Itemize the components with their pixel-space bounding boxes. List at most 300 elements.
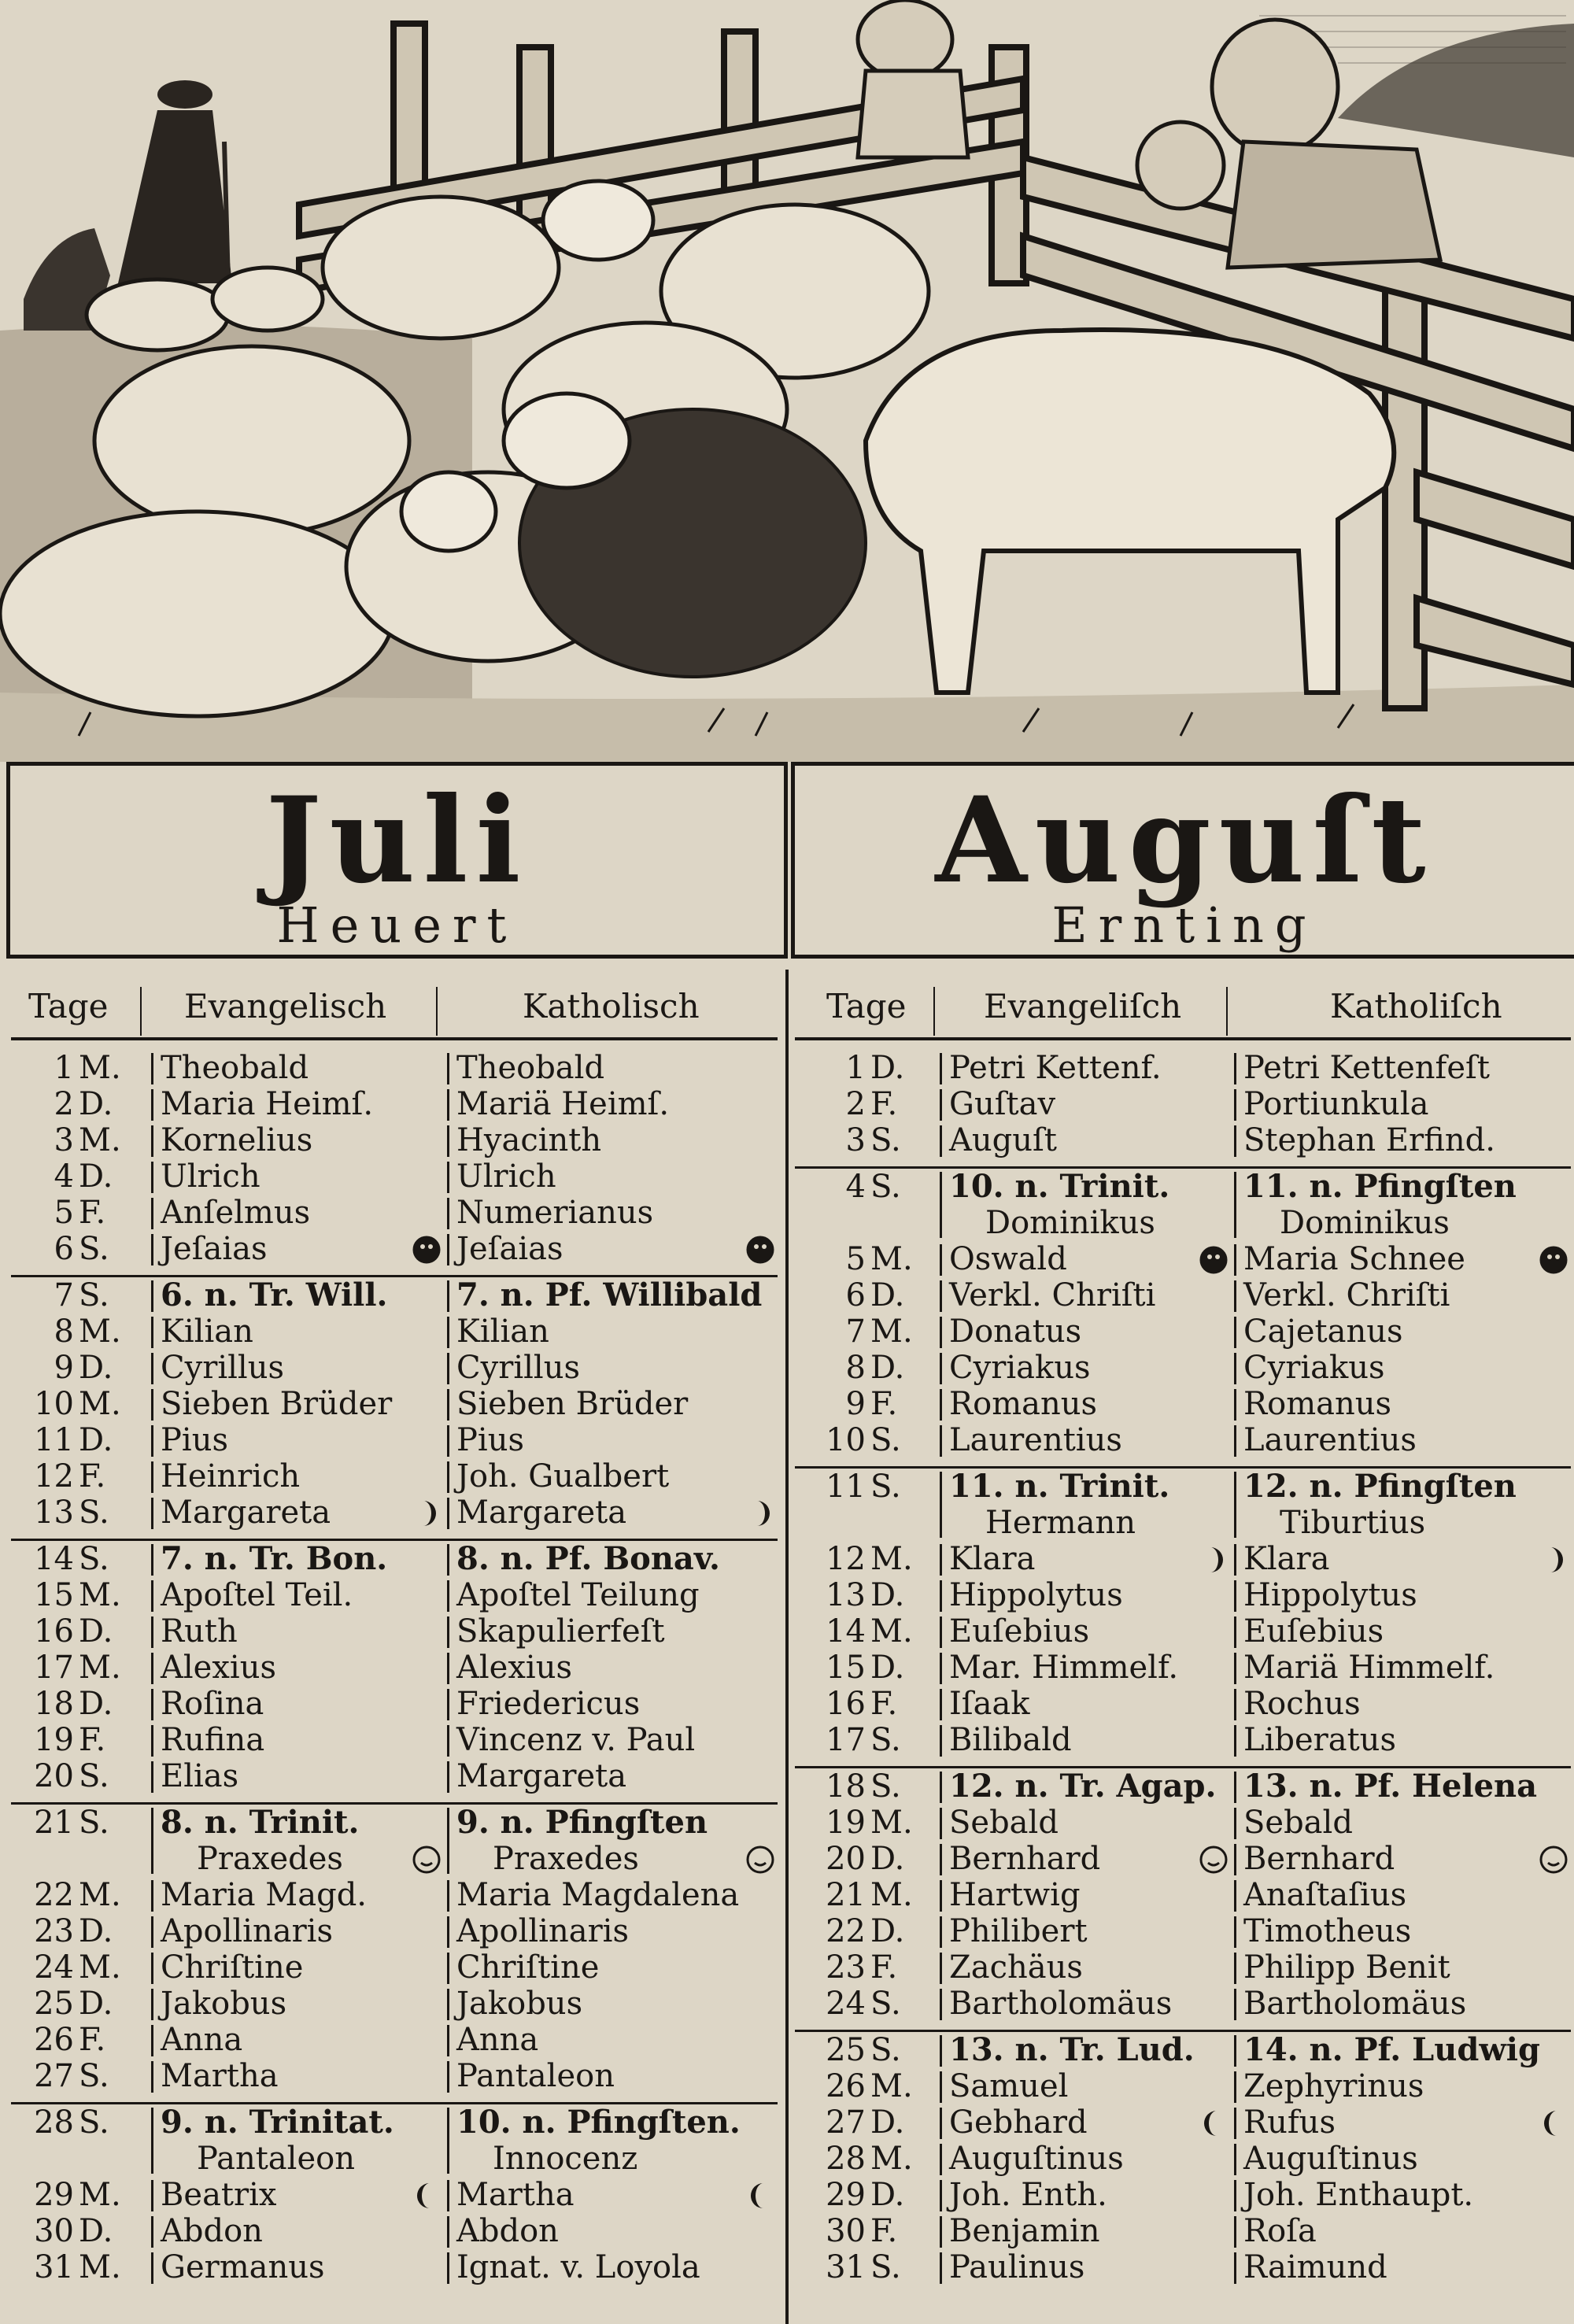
katholisch-name: 10. n. Pfingſten. <box>456 2104 741 2141</box>
first-quarter-moon-icon <box>746 2182 774 2210</box>
evangelisch-name: Auguſt <box>949 1122 1057 1158</box>
weekday: S. <box>870 1122 901 1158</box>
day-number: 21 <box>826 1877 866 1913</box>
evangelisch-name-line2: Dominikus <box>985 1205 1155 1241</box>
august-rows <box>795 1050 1571 2285</box>
table-row <box>795 2177 1571 2213</box>
juli-title: Juli <box>265 771 529 910</box>
day-number: 22 <box>34 1877 74 1913</box>
weekday: M. <box>79 1949 121 1986</box>
evangelisch-name: Heinrich <box>161 1458 301 1495</box>
weekday: M. <box>870 2068 913 2104</box>
table-row <box>795 1650 1571 1686</box>
day-number: 30 <box>826 2213 866 2249</box>
day-number: 27 <box>34 2058 74 2094</box>
table-row <box>795 1877 1571 1913</box>
day-number: 8 <box>54 1313 74 1350</box>
juli-rows <box>11 1050 778 2285</box>
katholisch-name: Cyrillus <box>456 1350 580 1386</box>
day-number: 29 <box>826 2177 866 2213</box>
table-row <box>11 1122 778 1158</box>
weekday: F. <box>870 1086 898 1122</box>
weekday: D. <box>79 1422 113 1458</box>
weekday: D. <box>79 1913 113 1949</box>
table-row <box>795 2213 1571 2249</box>
table-row <box>11 1422 778 1458</box>
evangelisch-name: Verkl. Chriſti <box>949 1277 1156 1313</box>
juli-header-tage: Tage <box>28 987 109 1025</box>
katholisch-name: Ignat. v. Loyola <box>456 2249 700 2285</box>
weekday: D. <box>870 1650 905 1686</box>
day-number: 21 <box>34 1805 74 1841</box>
table-row <box>11 1086 778 1122</box>
day-number: 14 <box>34 1541 74 1577</box>
katholisch-name: Cyriakus <box>1243 1350 1385 1386</box>
table-row <box>795 1613 1571 1650</box>
evangelisch-name: 12. n. Tr. Agap. <box>949 1768 1217 1805</box>
day-number: 19 <box>34 1722 74 1758</box>
weekday: S. <box>79 1277 109 1313</box>
weekday: S. <box>79 1231 109 1267</box>
evangelisch-name: Gebhard <box>949 2104 1088 2141</box>
katholisch-name: Timotheus <box>1243 1913 1412 1949</box>
table-row <box>795 2104 1571 2141</box>
katholisch-name: Joh. Gualbert <box>456 1458 670 1495</box>
evangelisch-name: Paulinus <box>949 2249 1085 2285</box>
day-number: 28 <box>34 2104 74 2141</box>
evangelisch-name: Kornelius <box>161 1122 313 1158</box>
katholisch-name: Laurentius <box>1243 1422 1417 1458</box>
katholisch-name: Romanus <box>1243 1386 1392 1422</box>
table-row <box>11 1913 778 1949</box>
katholisch-name-line2: Innocenz <box>493 2141 638 2177</box>
table-row <box>795 2249 1571 2285</box>
weekday: F. <box>870 1949 898 1986</box>
day-number: 10 <box>826 1422 866 1458</box>
weekday: M. <box>79 1877 121 1913</box>
table-row <box>11 1495 778 1531</box>
day-number: 5 <box>54 1195 74 1231</box>
weekday: S. <box>870 1469 901 1505</box>
juli-header-evangelisch: Evangelisch <box>184 987 387 1025</box>
evangelisch-name: Klara <box>949 1541 1036 1577</box>
evangelisch-name: Anna <box>161 2022 243 2058</box>
day-number: 30 <box>34 2213 74 2249</box>
day-number: 8 <box>845 1350 866 1386</box>
katholisch-name: Portiunkula <box>1243 1086 1429 1122</box>
last-quarter-moon-icon <box>1539 1546 1568 1574</box>
katholisch-name: Jeſaias <box>456 1231 563 1267</box>
katholisch-name: Cajetanus <box>1243 1313 1403 1350</box>
katholisch-name: Pius <box>456 1422 524 1458</box>
evangelisch-name: Chriſtine <box>161 1949 304 1986</box>
august-table <box>795 959 1571 2324</box>
august-header-evangelisch: Evangeliſch <box>984 987 1182 1025</box>
table-row <box>11 1877 778 1913</box>
day-number: 20 <box>34 1758 74 1794</box>
table-row <box>11 1577 778 1613</box>
katholisch-name: Liberatus <box>1243 1722 1396 1758</box>
weekday: S. <box>870 2249 901 2285</box>
day-number: 6 <box>54 1231 74 1267</box>
weekday: D. <box>870 1277 905 1313</box>
table-row <box>11 1758 778 1794</box>
weekday: D. <box>870 1913 905 1949</box>
table-row <box>11 1650 778 1686</box>
day-number: 23 <box>826 1949 866 1986</box>
weekday: S. <box>870 1986 901 2022</box>
katholisch-name: Roſa <box>1243 2213 1317 2249</box>
katholisch-name: Verkl. Chriſti <box>1243 1277 1450 1313</box>
last-quarter-moon-icon <box>412 1499 441 1528</box>
evangelisch-name: Cyrillus <box>161 1350 284 1386</box>
weekday: M. <box>79 1122 121 1158</box>
juli-header-katholisch: Katholisch <box>523 987 700 1025</box>
weekday: S. <box>870 2032 901 2068</box>
table-row <box>795 1122 1571 1158</box>
day-number: 31 <box>826 2249 866 2285</box>
evangelisch-name: Kilian <box>161 1313 253 1350</box>
table-row <box>11 1949 778 1986</box>
table-row <box>11 1458 778 1495</box>
day-number: 7 <box>845 1313 866 1350</box>
day-number: 23 <box>34 1913 74 1949</box>
day-number: 20 <box>826 1841 866 1877</box>
day-number: 15 <box>826 1650 866 1686</box>
weekday: M. <box>79 1050 121 1086</box>
katholisch-name: Mariä Heimſ. <box>456 1086 670 1122</box>
table-row <box>795 1541 1571 1577</box>
weekday: D. <box>79 1350 113 1386</box>
day-number: 26 <box>826 2068 866 2104</box>
table-row <box>11 2177 778 2213</box>
evangelisch-name: Pius <box>161 1422 228 1458</box>
table-row <box>795 1722 1571 1758</box>
table-row <box>11 2249 778 2285</box>
day-number: 12 <box>34 1458 74 1495</box>
evangelisch-name: Anſelmus <box>161 1195 311 1231</box>
weekday: S. <box>79 1495 109 1531</box>
katholisch-name: Stephan Erfind. <box>1243 1122 1495 1158</box>
weekday: D. <box>870 2104 905 2141</box>
katholisch-name-line2: Praxedes <box>493 1841 639 1877</box>
table-row <box>795 1277 1571 1313</box>
day-number: 24 <box>34 1949 74 1986</box>
evangelisch-name: Laurentius <box>949 1422 1122 1458</box>
weekday: D. <box>79 1986 113 2022</box>
evangelisch-name: Oswald <box>949 1241 1067 1277</box>
day-number: 11 <box>826 1469 866 1505</box>
katholisch-name: Apollinaris <box>456 1913 630 1949</box>
katholisch-name: Pantaleon <box>456 2058 615 2094</box>
evangelisch-name: Apoſtel Teil. <box>161 1577 353 1613</box>
table-row <box>11 2022 778 2058</box>
day-number: 16 <box>34 1613 74 1650</box>
last-quarter-moon-icon <box>1199 1546 1228 1574</box>
weekday: M. <box>870 1541 913 1577</box>
center-divider <box>785 970 789 2324</box>
weekday: M. <box>79 1313 121 1350</box>
juli-table <box>11 959 778 2324</box>
day-number: 27 <box>826 2104 866 2141</box>
august-subtitle: Ernting <box>1051 896 1317 954</box>
day-number: 6 <box>845 1277 866 1313</box>
evangelisch-name-line2: Praxedes <box>197 1841 343 1877</box>
evangelisch-name-line2: Pantaleon <box>197 2141 355 2177</box>
weekday: D. <box>870 1350 905 1386</box>
table-row <box>11 1275 778 1313</box>
katholisch-name: Jakobus <box>456 1986 583 2022</box>
weekday: S. <box>870 1768 901 1805</box>
table-row <box>11 1050 778 1086</box>
august-table-header <box>795 973 1571 1040</box>
weekday: M. <box>79 2177 121 2213</box>
day-number: 18 <box>34 1686 74 1722</box>
day-number: 1 <box>845 1050 866 1086</box>
evangelisch-name: 13. n. Tr. Lud. <box>949 2031 1195 2068</box>
weekday: F. <box>79 2022 106 2058</box>
weekday: M. <box>870 1877 913 1913</box>
katholisch-name: Apoſtel Teilung <box>456 1577 700 1613</box>
day-number: 14 <box>826 1613 866 1650</box>
evangelisch-name: Philibert <box>949 1913 1088 1949</box>
katholisch-name: Sebald <box>1243 1805 1353 1841</box>
weekday: F. <box>79 1458 106 1495</box>
table-row <box>11 1195 778 1231</box>
katholisch-name: 9. n. Pfingſten <box>456 1804 708 1841</box>
evangelisch-name: Sieben Brüder <box>161 1386 393 1422</box>
weekday: F. <box>870 1686 898 1722</box>
new-moon-icon <box>412 1846 441 1874</box>
evangelisch-name: 9. n. Trinitat. <box>161 2104 394 2141</box>
evangelisch-name: Samuel <box>949 2068 1069 2104</box>
day-number: 9 <box>845 1386 866 1422</box>
evangelisch-name: Ulrich <box>161 1158 260 1195</box>
evangelisch-name: Cyriakus <box>949 1350 1091 1386</box>
table-row <box>11 1539 778 1577</box>
day-number: 18 <box>826 1768 866 1805</box>
table-row <box>11 1613 778 1650</box>
table-row <box>11 2102 778 2177</box>
katholisch-name: Anaſtaſius <box>1243 1877 1407 1913</box>
evangelisch-name: Auguſtinus <box>949 2141 1124 2177</box>
evangelisch-name: Elias <box>161 1758 239 1794</box>
new-moon-icon <box>1199 1846 1228 1874</box>
katholisch-name: Ulrich <box>456 1158 556 1195</box>
katholisch-name: Margareta <box>456 1495 627 1531</box>
day-number: 31 <box>34 2249 74 2285</box>
evangelisch-name: Petri Kettenf. <box>949 1050 1162 1086</box>
weekday: D. <box>79 2213 113 2249</box>
weekday: M. <box>870 1805 913 1841</box>
evangelisch-name: Donatus <box>949 1313 1082 1350</box>
day-number: 26 <box>34 2022 74 2058</box>
katholisch-name-line2: Dominikus <box>1280 1205 1450 1241</box>
table-row <box>795 1086 1571 1122</box>
day-number: 22 <box>826 1913 866 1949</box>
table-row <box>795 1241 1571 1277</box>
august-header-tage: Tage <box>826 987 907 1025</box>
day-number: 2 <box>845 1086 866 1122</box>
weekday: M. <box>870 1613 913 1650</box>
katholisch-name: Rochus <box>1243 1686 1361 1722</box>
weekday: S. <box>79 2058 109 2094</box>
weekday: S. <box>870 1422 901 1458</box>
evangelisch-name: Abdon <box>161 2213 263 2249</box>
katholisch-name: Chriſtine <box>456 1949 600 1986</box>
evangelisch-name: Benjamin <box>949 2213 1100 2249</box>
weekday: F. <box>870 2213 898 2249</box>
katholisch-name: Bartholomäus <box>1243 1986 1467 2022</box>
weekday: S. <box>79 2104 109 2141</box>
katholisch-name: Numerianus <box>456 1195 654 1231</box>
table-row <box>795 1805 1571 1841</box>
table-row <box>11 2058 778 2094</box>
day-number: 17 <box>34 1650 74 1686</box>
evangelisch-name: 10. n. Trinit. <box>949 1168 1170 1205</box>
evangelisch-name: Germanus <box>161 2249 325 2285</box>
weekday: M. <box>79 1650 121 1686</box>
new-moon-icon <box>1539 1846 1568 1874</box>
sheep-illustration <box>0 0 1574 762</box>
katholisch-name: Theobald <box>456 1050 605 1086</box>
table-row <box>11 1986 778 2022</box>
day-number: 19 <box>826 1805 866 1841</box>
last-quarter-moon-icon <box>746 1499 774 1528</box>
weekday: M. <box>870 1313 913 1350</box>
katholisch-name: Anna <box>456 2022 539 2058</box>
day-number: 13 <box>34 1495 74 1531</box>
evangelisch-name: Roſina <box>161 1686 264 1722</box>
weekday: D. <box>79 1086 113 1122</box>
evangelisch-name: Bernhard <box>949 1841 1101 1877</box>
evangelisch-name: Theobald <box>161 1050 309 1086</box>
weekday: D. <box>79 1158 113 1195</box>
day-number: 3 <box>845 1122 866 1158</box>
evangelisch-name: 6. n. Tr. Will. <box>161 1277 388 1313</box>
table-row <box>11 1350 778 1386</box>
weekday: S. <box>79 1541 109 1577</box>
evangelisch-name: Iſaak <box>949 1686 1030 1722</box>
weekday: S. <box>870 1169 901 1205</box>
day-number: 5 <box>845 1241 866 1277</box>
weekday: M. <box>79 1577 121 1613</box>
evangelisch-name: Guſtav <box>949 1086 1056 1122</box>
weekday: S. <box>79 1758 109 1794</box>
katholisch-name: Klara <box>1243 1541 1330 1577</box>
evangelisch-name: Alexius <box>161 1650 276 1686</box>
day-number: 13 <box>826 1577 866 1613</box>
weekday: S. <box>79 1805 109 1841</box>
day-number: 17 <box>826 1722 866 1758</box>
weekday: F. <box>79 1722 106 1758</box>
katholisch-name: Alexius <box>456 1650 572 1686</box>
weekday: D. <box>79 1686 113 1722</box>
katholisch-name: Sieben Brüder <box>456 1386 689 1422</box>
evangelisch-name: Sebald <box>949 1805 1059 1841</box>
day-number: 10 <box>34 1386 74 1422</box>
evangelisch-name: Beatrix <box>161 2177 277 2213</box>
evangelisch-name: Hartwig <box>949 1877 1081 1913</box>
katholisch-name: Martha <box>456 2177 575 2213</box>
evangelisch-name: Apollinaris <box>161 1913 334 1949</box>
katholisch-name: Raimund <box>1243 2249 1387 2285</box>
katholisch-name: 7. n. Pf. Willibald <box>456 1277 763 1313</box>
august-header-katholisch: Katholiſch <box>1330 987 1502 1025</box>
table-row <box>795 1841 1571 1877</box>
weekday: S. <box>870 1722 901 1758</box>
table-row <box>795 2030 1571 2068</box>
day-number: 4 <box>54 1158 74 1195</box>
full-moon-icon <box>412 1236 441 1264</box>
day-number: 3 <box>54 1122 74 1158</box>
evangelisch-name: 11. n. Trinit. <box>949 1468 1170 1505</box>
day-number: 25 <box>826 2032 866 2068</box>
day-number: 1 <box>54 1050 74 1086</box>
juli-table-header <box>11 973 778 1040</box>
evangelisch-name-line2: Hermann <box>985 1505 1136 1541</box>
katholisch-name: Mariä Himmelf. <box>1243 1650 1495 1686</box>
weekday: D. <box>870 1841 905 1877</box>
katholisch-name: Margareta <box>456 1758 627 1794</box>
evangelisch-name: 8. n. Trinit. <box>161 1804 360 1841</box>
weekday: D. <box>870 1577 905 1613</box>
katholisch-name: 14. n. Pf. Ludwig <box>1243 2031 1540 2068</box>
katholisch-name: Philipp Benit <box>1243 1949 1450 1986</box>
table-row <box>795 1422 1571 1458</box>
evangelisch-name: Jeſaias <box>161 1231 268 1267</box>
katholisch-name: Kilian <box>456 1313 549 1350</box>
katholisch-name: Bernhard <box>1243 1841 1395 1877</box>
august-title: Auguſt <box>935 771 1434 910</box>
katholisch-name: Rufus <box>1243 2104 1336 2141</box>
katholisch-name: Vincenz v. Paul <box>456 1722 696 1758</box>
table-row <box>795 1686 1571 1722</box>
table-row <box>795 1313 1571 1350</box>
evangelisch-name: Maria Heimſ. <box>161 1086 374 1122</box>
katholisch-name: Hippolytus <box>1243 1577 1417 1613</box>
full-moon-icon <box>746 1236 774 1264</box>
day-number: 2 <box>54 1086 74 1122</box>
day-number: 7 <box>54 1277 74 1313</box>
table-row <box>795 1386 1571 1422</box>
day-number: 15 <box>34 1577 74 1613</box>
weekday: D. <box>79 1613 113 1650</box>
day-number: 12 <box>826 1541 866 1577</box>
weekday: F. <box>79 1195 106 1231</box>
katholisch-name: Skapulierfeſt <box>456 1613 665 1650</box>
day-number: 24 <box>826 1986 866 2022</box>
evangelisch-name: Mar. Himmelf. <box>949 1650 1179 1686</box>
evangelisch-name: Martha <box>161 2058 279 2094</box>
katholisch-name: Auguſtinus <box>1243 2141 1418 2177</box>
table-row <box>795 1766 1571 1805</box>
table-row <box>795 1166 1571 1241</box>
juli-subtitle: Heuert <box>276 896 518 954</box>
katholisch-name: Hyacinth <box>456 1122 602 1158</box>
weekday: M. <box>870 2141 913 2177</box>
day-number: 4 <box>845 1169 866 1205</box>
table-row <box>11 1158 778 1195</box>
evangelisch-name: Hippolytus <box>949 1577 1123 1613</box>
table-row <box>795 1949 1571 1986</box>
katholisch-name: Friedericus <box>456 1686 641 1722</box>
weekday: M. <box>870 1241 913 1277</box>
table-row <box>11 2213 778 2249</box>
katholisch-name: Maria Magdalena <box>456 1877 740 1913</box>
weekday: M. <box>79 1386 121 1422</box>
full-moon-icon <box>1199 1246 1228 1274</box>
